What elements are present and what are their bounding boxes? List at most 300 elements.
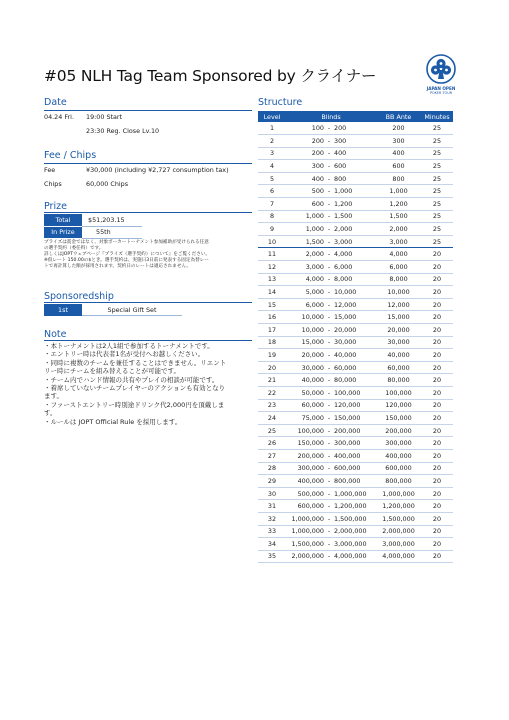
blinds-separator: - bbox=[327, 250, 331, 259]
big-blind: 30,000 bbox=[334, 338, 357, 347]
bb-ante-cell: 3,000 bbox=[376, 235, 421, 248]
blinds-separator: - bbox=[327, 426, 331, 435]
small-blind: 40,000 bbox=[301, 376, 324, 385]
minutes-cell: 20 bbox=[421, 399, 453, 412]
note-item: ・エントリー時は代表者1名が受付へお越しください。 bbox=[44, 350, 205, 359]
sponsoredship-heading: Sponsoredship bbox=[44, 291, 114, 302]
level-cell: 5 bbox=[258, 172, 286, 185]
blinds-cell bbox=[286, 324, 376, 337]
minutes-cell: 20 bbox=[421, 550, 453, 563]
page-title: #05 NLH Tag Team Sponsored by クライナー bbox=[44, 67, 377, 85]
big-blind: 300 bbox=[334, 136, 347, 145]
big-blind: 4,000 bbox=[334, 250, 353, 259]
date-day: 04.24 Fri. bbox=[44, 113, 74, 121]
prize-total-label: Total bbox=[44, 214, 82, 226]
table-row bbox=[258, 324, 453, 337]
bb-ante-cell: 20,000 bbox=[376, 324, 421, 337]
small-blind: 10,000 bbox=[301, 325, 324, 334]
big-blind: 2,000,000 bbox=[334, 527, 367, 536]
big-blind: 2,000 bbox=[334, 225, 353, 234]
blinds-cell bbox=[286, 261, 376, 274]
note-item: ・ファーストエントリー時別途ドリンク代2,000円を頂戴しま bbox=[44, 400, 225, 409]
minutes-cell: 25 bbox=[421, 172, 453, 185]
blinds-separator: - bbox=[327, 439, 331, 448]
minutes-cell: 20 bbox=[421, 525, 453, 538]
fee-value: ¥30,000 (including ¥2,727 consumption tax) bbox=[86, 166, 229, 174]
minutes-cell: 20 bbox=[421, 286, 453, 299]
bb-ante-cell: 3,000,000 bbox=[376, 538, 421, 551]
big-blind: 15,000 bbox=[334, 313, 357, 322]
table-row bbox=[258, 487, 453, 500]
note-item: ・同時に複数のチームを兼任することはできません。リエント bbox=[44, 358, 227, 367]
minutes-cell: 20 bbox=[421, 500, 453, 513]
blinds-cell bbox=[286, 449, 376, 462]
prize-total-value: $51,203.15 bbox=[88, 216, 125, 224]
big-blind: 3,000 bbox=[334, 237, 353, 246]
blinds-separator: - bbox=[327, 376, 331, 385]
blinds-separator: - bbox=[327, 325, 331, 334]
blinds-separator: - bbox=[327, 313, 331, 322]
small-blind: 300 bbox=[311, 162, 324, 171]
minutes-cell: 20 bbox=[421, 412, 453, 425]
blinds-separator: - bbox=[327, 338, 331, 347]
big-blind: 4,000,000 bbox=[334, 552, 367, 561]
big-blind: 1,500 bbox=[334, 212, 353, 221]
prize-note-line: トで再計算した額が採用されます。契約日のレートは適応されません。 bbox=[44, 264, 191, 269]
small-blind: 500,000 bbox=[297, 489, 324, 498]
prize-heading: Prize bbox=[44, 201, 67, 212]
blinds-cell bbox=[286, 361, 376, 374]
blinds-separator: - bbox=[327, 476, 331, 485]
level-cell: 2 bbox=[258, 135, 286, 148]
col-bb-ante: BB Ante bbox=[376, 111, 421, 122]
table-row bbox=[258, 286, 453, 299]
big-blind: 3,000,000 bbox=[334, 539, 367, 548]
bb-ante-cell: 300,000 bbox=[376, 437, 421, 450]
bb-ante-cell: 1,000 bbox=[376, 185, 421, 198]
prize-note-line: 詳しくはJOPTウェブページ『プライズ（選手契約）について』をご覧ください。 bbox=[44, 252, 211, 257]
blinds-separator: - bbox=[327, 187, 331, 196]
blinds-separator: - bbox=[327, 539, 331, 548]
prize-inprize-label: In Prize bbox=[44, 227, 82, 238]
blinds-separator: - bbox=[327, 464, 331, 473]
table-row bbox=[258, 361, 453, 374]
note-list bbox=[44, 342, 269, 426]
big-blind: 1,000 bbox=[334, 187, 353, 196]
big-blind: 200 bbox=[334, 124, 347, 133]
small-blind: 2,000 bbox=[305, 250, 324, 259]
table-row bbox=[258, 198, 453, 211]
blinds-cell bbox=[286, 500, 376, 513]
big-blind: 120,000 bbox=[334, 401, 361, 410]
level-cell: 7 bbox=[258, 198, 286, 211]
bb-ante-cell: 2,000,000 bbox=[376, 525, 421, 538]
blinds-separator: - bbox=[327, 275, 331, 284]
bb-ante-cell: 150,000 bbox=[376, 412, 421, 425]
small-blind: 400,000 bbox=[297, 476, 324, 485]
blinds-cell bbox=[286, 122, 376, 135]
level-cell: 9 bbox=[258, 223, 286, 236]
small-blind: 400 bbox=[311, 174, 324, 183]
big-blind: 800,000 bbox=[334, 476, 361, 485]
structure-header-row bbox=[258, 111, 453, 122]
table-row bbox=[258, 172, 453, 185]
level-cell: 6 bbox=[258, 185, 286, 198]
blinds-cell bbox=[286, 147, 376, 160]
blinds-cell bbox=[286, 538, 376, 551]
level-cell: 1 bbox=[258, 122, 286, 135]
minutes-cell: 20 bbox=[421, 512, 453, 525]
minutes-cell: 20 bbox=[421, 386, 453, 399]
bb-ante-cell: 40,000 bbox=[376, 349, 421, 362]
big-blind: 1,200,000 bbox=[334, 502, 367, 511]
chips-value: 60,000 Chips bbox=[86, 180, 129, 188]
fee-label: Fee bbox=[44, 166, 56, 174]
bb-ante-cell: 120,000 bbox=[376, 399, 421, 412]
table-row bbox=[258, 349, 453, 362]
minutes-cell: 20 bbox=[421, 449, 453, 462]
col-minutes: Minutes bbox=[421, 111, 453, 122]
big-blind: 6,000 bbox=[334, 262, 353, 271]
prize-note-line: プライズは賞金ではなく、対象ポーカートーナメント参加補助が受けられる任意 bbox=[44, 240, 209, 245]
small-blind: 1,000,000 bbox=[291, 527, 324, 536]
blinds-separator: - bbox=[327, 212, 331, 221]
minutes-cell: 20 bbox=[421, 374, 453, 387]
level-cell: 13 bbox=[258, 273, 286, 286]
table-row bbox=[258, 298, 453, 311]
level-cell: 26 bbox=[258, 437, 286, 450]
note-item: ます。 bbox=[44, 392, 63, 401]
minutes-cell: 25 bbox=[421, 122, 453, 135]
small-blind: 30,000 bbox=[301, 363, 324, 372]
bb-ante-cell: 800 bbox=[376, 172, 421, 185]
col-blinds: Blinds bbox=[286, 111, 376, 122]
minutes-cell: 20 bbox=[421, 248, 453, 261]
small-blind: 100,000 bbox=[297, 426, 324, 435]
blinds-cell bbox=[286, 399, 376, 412]
fee-chips-heading: Fee / Chips bbox=[44, 150, 97, 161]
big-blind: 800 bbox=[334, 174, 347, 183]
blinds-cell bbox=[286, 386, 376, 399]
prize-note-line: ※仮レート 150.00の$とき。選手契約は、実施日3日前に発表する固定為替レー bbox=[44, 258, 209, 263]
small-blind: 500 bbox=[311, 187, 324, 196]
blinds-cell bbox=[286, 475, 376, 488]
blinds-cell bbox=[286, 198, 376, 211]
blinds-separator: - bbox=[327, 552, 331, 561]
table-row bbox=[258, 550, 453, 563]
prize-inprize-line bbox=[82, 238, 142, 239]
big-blind: 150,000 bbox=[334, 413, 361, 422]
bb-ante-cell: 400 bbox=[376, 147, 421, 160]
table-row bbox=[258, 135, 453, 148]
blinds-separator: - bbox=[327, 225, 331, 234]
table-row bbox=[258, 248, 453, 261]
minutes-cell: 20 bbox=[421, 311, 453, 324]
minutes-cell: 25 bbox=[421, 185, 453, 198]
logo-text-2: POKER TOUR bbox=[429, 91, 453, 95]
minutes-cell: 20 bbox=[421, 336, 453, 349]
small-blind: 5,000 bbox=[305, 288, 324, 297]
small-blind: 600 bbox=[311, 199, 324, 208]
minutes-cell: 20 bbox=[421, 437, 453, 450]
blinds-cell bbox=[286, 286, 376, 299]
level-cell: 3 bbox=[258, 147, 286, 160]
structure-body bbox=[258, 122, 453, 563]
table-row bbox=[258, 475, 453, 488]
level-cell: 28 bbox=[258, 462, 286, 475]
bb-ante-cell: 200,000 bbox=[376, 424, 421, 437]
minutes-cell: 25 bbox=[421, 235, 453, 248]
blinds-cell bbox=[286, 160, 376, 173]
note-item: リー時にチームを組み替えることが可能です。 bbox=[44, 367, 180, 376]
big-blind: 200,000 bbox=[334, 426, 361, 435]
small-blind: 200 bbox=[311, 149, 324, 158]
small-blind: 1,000 bbox=[305, 212, 324, 221]
big-blind: 10,000 bbox=[334, 288, 357, 297]
level-cell: 15 bbox=[258, 298, 286, 311]
blinds-cell bbox=[286, 424, 376, 437]
minutes-cell: 25 bbox=[421, 147, 453, 160]
bb-ante-cell: 4,000,000 bbox=[376, 550, 421, 563]
table-row bbox=[258, 311, 453, 324]
table-row bbox=[258, 437, 453, 450]
level-cell: 34 bbox=[258, 538, 286, 551]
date-start: 19:00 Start bbox=[86, 113, 123, 121]
small-blind: 6,000 bbox=[305, 300, 324, 309]
blinds-cell bbox=[286, 273, 376, 286]
blinds-cell bbox=[286, 525, 376, 538]
small-blind: 3,000 bbox=[305, 262, 324, 271]
bb-ante-cell: 15,000 bbox=[376, 311, 421, 324]
blinds-cell bbox=[286, 437, 376, 450]
bb-ante-cell: 6,000 bbox=[376, 261, 421, 274]
small-blind: 200,000 bbox=[297, 451, 324, 460]
level-cell: 16 bbox=[258, 311, 286, 324]
minutes-cell: 25 bbox=[421, 223, 453, 236]
big-blind: 400 bbox=[334, 149, 347, 158]
prize-inprize-value: 55th bbox=[96, 228, 111, 236]
note-item: す。 bbox=[44, 409, 57, 418]
chips-label: Chips bbox=[44, 180, 62, 188]
bb-ante-cell: 8,000 bbox=[376, 273, 421, 286]
bb-ante-cell: 1,500 bbox=[376, 210, 421, 223]
blinds-cell bbox=[286, 462, 376, 475]
blinds-separator: - bbox=[327, 149, 331, 158]
logo-text-1: JAPAN OPEN bbox=[426, 86, 456, 91]
table-row bbox=[258, 538, 453, 551]
prize-notes bbox=[44, 240, 269, 270]
table-row bbox=[258, 185, 453, 198]
level-cell: 24 bbox=[258, 412, 286, 425]
blinds-cell bbox=[286, 349, 376, 362]
blinds-cell bbox=[286, 512, 376, 525]
prize-underline bbox=[44, 212, 252, 213]
blinds-separator: - bbox=[327, 350, 331, 359]
table-row bbox=[258, 525, 453, 538]
bb-ante-cell: 600 bbox=[376, 160, 421, 173]
minutes-cell: 20 bbox=[421, 538, 453, 551]
big-blind: 300,000 bbox=[334, 439, 361, 448]
big-blind: 1,000,000 bbox=[334, 489, 367, 498]
minutes-cell: 20 bbox=[421, 273, 453, 286]
note-item: ・本トーナメントは2人1組で参加するトーナメントです。 bbox=[44, 342, 214, 350]
blinds-separator: - bbox=[327, 124, 331, 133]
table-row bbox=[258, 261, 453, 274]
level-cell: 20 bbox=[258, 361, 286, 374]
minutes-cell: 25 bbox=[421, 198, 453, 211]
table-row bbox=[258, 424, 453, 437]
blinds-separator: - bbox=[327, 162, 331, 171]
blinds-cell bbox=[286, 336, 376, 349]
bb-ante-cell: 60,000 bbox=[376, 361, 421, 374]
small-blind: 200 bbox=[311, 136, 324, 145]
minutes-cell: 20 bbox=[421, 475, 453, 488]
minutes-cell: 25 bbox=[421, 135, 453, 148]
small-blind: 75,000 bbox=[301, 413, 324, 422]
minutes-cell: 25 bbox=[421, 160, 453, 173]
blinds-cell bbox=[286, 248, 376, 261]
blinds-separator: - bbox=[327, 237, 331, 246]
bb-ante-cell: 10,000 bbox=[376, 286, 421, 299]
blinds-cell bbox=[286, 298, 376, 311]
big-blind: 100,000 bbox=[334, 388, 361, 397]
small-blind: 15,000 bbox=[301, 338, 324, 347]
blinds-cell bbox=[286, 172, 376, 185]
note-item: ・ルールは JOPT Official Rule を採用します。 bbox=[44, 417, 182, 426]
blinds-separator: - bbox=[327, 300, 331, 309]
bb-ante-cell: 1,500,000 bbox=[376, 512, 421, 525]
minutes-cell: 20 bbox=[421, 298, 453, 311]
blinds-separator: - bbox=[327, 363, 331, 372]
level-cell: 29 bbox=[258, 475, 286, 488]
blinds-separator: - bbox=[327, 502, 331, 511]
big-blind: 20,000 bbox=[334, 325, 357, 334]
club-logo-icon bbox=[426, 54, 456, 86]
small-blind: 4,000 bbox=[305, 275, 324, 284]
table-row bbox=[258, 412, 453, 425]
blinds-cell bbox=[286, 374, 376, 387]
blinds-separator: - bbox=[327, 174, 331, 183]
level-cell: 31 bbox=[258, 500, 286, 513]
bb-ante-cell: 30,000 bbox=[376, 336, 421, 349]
blinds-separator: - bbox=[327, 136, 331, 145]
big-blind: 400,000 bbox=[334, 451, 361, 460]
note-underline bbox=[44, 340, 252, 341]
blinds-cell bbox=[286, 487, 376, 500]
sponsoredship-underline bbox=[44, 302, 252, 303]
minutes-cell: 20 bbox=[421, 261, 453, 274]
blinds-separator: - bbox=[327, 288, 331, 297]
minutes-cell: 20 bbox=[421, 349, 453, 362]
minutes-cell: 20 bbox=[421, 487, 453, 500]
small-blind: 600,000 bbox=[297, 502, 324, 511]
level-cell: 21 bbox=[258, 374, 286, 387]
level-cell: 10 bbox=[258, 235, 286, 248]
level-cell: 22 bbox=[258, 386, 286, 399]
blinds-separator: - bbox=[327, 401, 331, 410]
small-blind: 150,000 bbox=[297, 439, 324, 448]
date-heading: Date bbox=[44, 97, 67, 108]
blinds-separator: - bbox=[327, 451, 331, 460]
small-blind: 300,000 bbox=[297, 464, 324, 473]
table-row bbox=[258, 122, 453, 135]
minutes-cell: 20 bbox=[421, 424, 453, 437]
prize-total-line bbox=[82, 226, 142, 227]
level-cell: 27 bbox=[258, 449, 286, 462]
blinds-cell bbox=[286, 412, 376, 425]
bb-ante-cell: 4,000 bbox=[376, 248, 421, 261]
minutes-cell: 20 bbox=[421, 324, 453, 337]
note-item: ・チーム内でハンド情報の共有やプレイの相談が可能です。 bbox=[44, 375, 219, 384]
level-cell: 17 bbox=[258, 324, 286, 337]
table-row bbox=[258, 462, 453, 475]
sponsoredship-place: 1st bbox=[44, 304, 82, 316]
table-row bbox=[258, 147, 453, 160]
level-cell: 19 bbox=[258, 349, 286, 362]
col-level: Level bbox=[258, 111, 286, 122]
blinds-cell bbox=[286, 223, 376, 236]
level-cell: 11 bbox=[258, 248, 286, 261]
blinds-separator: - bbox=[327, 514, 331, 523]
level-cell: 23 bbox=[258, 399, 286, 412]
big-blind: 80,000 bbox=[334, 376, 357, 385]
big-blind: 40,000 bbox=[334, 350, 357, 359]
level-cell: 25 bbox=[258, 424, 286, 437]
big-blind: 8,000 bbox=[334, 275, 353, 284]
bb-ante-cell: 1,200,000 bbox=[376, 500, 421, 513]
blinds-separator: - bbox=[327, 413, 331, 422]
bb-ante-cell: 2,000 bbox=[376, 223, 421, 236]
blinds-cell bbox=[286, 311, 376, 324]
note-item: ・着席していないチームプレイヤーのアクションも有効となり bbox=[44, 384, 226, 393]
table-row bbox=[258, 235, 453, 248]
bb-ante-cell: 200 bbox=[376, 122, 421, 135]
big-blind: 1,200 bbox=[334, 199, 353, 208]
level-cell: 4 bbox=[258, 160, 286, 173]
sponsoredship-reward: Special Gift Set bbox=[82, 304, 182, 316]
level-cell: 8 bbox=[258, 210, 286, 223]
table-row bbox=[258, 336, 453, 349]
bb-ante-cell: 12,000 bbox=[376, 298, 421, 311]
level-cell: 35 bbox=[258, 550, 286, 563]
big-blind: 600 bbox=[334, 162, 347, 171]
prize-note-line: の選手契約（委任料）です。 bbox=[44, 246, 104, 251]
small-blind: 50,000 bbox=[301, 388, 324, 397]
bb-ante-cell: 100,000 bbox=[376, 386, 421, 399]
small-blind: 1,000,000 bbox=[291, 514, 324, 523]
note-heading: Note bbox=[44, 329, 67, 340]
small-blind: 2,000,000 bbox=[291, 552, 324, 561]
level-cell: 18 bbox=[258, 336, 286, 349]
bb-ante-cell: 1,200 bbox=[376, 198, 421, 211]
level-cell: 14 bbox=[258, 286, 286, 299]
table-row bbox=[258, 500, 453, 513]
blinds-cell bbox=[286, 550, 376, 563]
bb-ante-cell: 1,000,000 bbox=[376, 487, 421, 500]
table-row bbox=[258, 399, 453, 412]
jopt-logo bbox=[419, 54, 463, 100]
level-cell: 32 bbox=[258, 512, 286, 525]
date-underline bbox=[44, 110, 252, 111]
blinds-cell bbox=[286, 235, 376, 248]
blinds-cell bbox=[286, 135, 376, 148]
big-blind: 60,000 bbox=[334, 363, 357, 372]
blinds-separator: - bbox=[327, 527, 331, 536]
small-blind: 60,000 bbox=[301, 401, 324, 410]
blinds-separator: - bbox=[327, 262, 331, 271]
table-row bbox=[258, 374, 453, 387]
small-blind: 100 bbox=[311, 124, 324, 133]
